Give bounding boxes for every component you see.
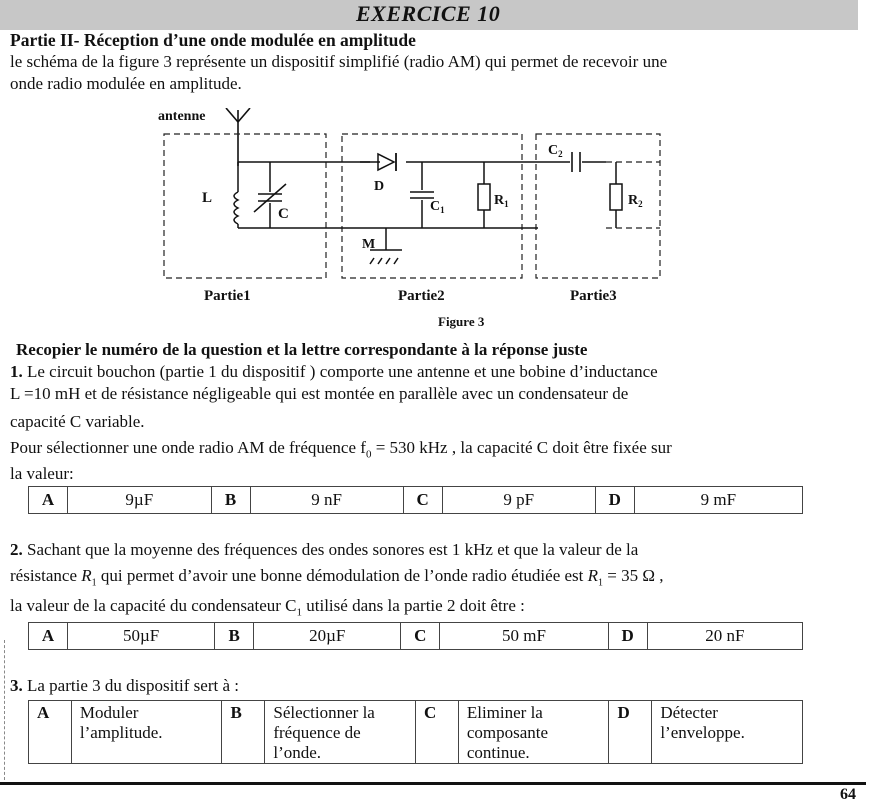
q2-line-2a: résistance	[10, 566, 82, 585]
q2-line-1	[10, 540, 638, 560]
q2-line-1-text: Sachant que la moyenne des fréquences des ondes sonores est 1 kHz et que la valeur de la	[22, 540, 639, 559]
q3-options-table	[28, 700, 803, 764]
part3-label: Partie3	[570, 288, 617, 304]
q3-option-d-value[interactable]: Détecter l’enveloppe.	[652, 701, 803, 764]
q2-r1-subscript: 1	[91, 577, 97, 589]
q2-r1-symbol: R	[81, 566, 92, 585]
capacitor-c2	[572, 152, 580, 172]
q1-option-d-letter[interactable]: D	[595, 487, 634, 514]
q3-option-d-letter[interactable]: D	[609, 701, 652, 764]
q2-line-2b: qui permet d’avoir une bonne démodulation de l’onde radio étudiée est	[96, 566, 588, 585]
q3-option-a-letter[interactable]: A	[29, 701, 72, 764]
q2-line-2	[10, 566, 664, 588]
q3-option-b-letter[interactable]: B	[222, 701, 265, 764]
q1-line-1	[10, 362, 658, 382]
q2-line-3	[10, 596, 525, 618]
diode-symbol	[378, 153, 396, 171]
q1-line-1-text: Le circuit bouchon (partie 1 du dispositif ) comporte une antenne et une bobine d’inductance	[22, 362, 658, 381]
q1-option-a-value[interactable]: 9µF	[68, 487, 212, 514]
exercise-title: EXERCICE 10	[356, 1, 501, 26]
q1-option-a-letter[interactable]: A	[29, 487, 68, 514]
q3-option-a-value[interactable]: Moduler l’amplitude.	[71, 701, 222, 764]
c1-label: $C_1$	[430, 199, 445, 215]
q2-r1-subscript-2: 1	[598, 577, 604, 589]
q2-option-d-letter[interactable]: D	[608, 623, 647, 650]
diode-label: D	[374, 179, 385, 194]
r1-label: $R_1$	[494, 193, 509, 209]
page-number: 64	[840, 786, 856, 803]
q1-option-b-value[interactable]: 9 nF	[250, 487, 403, 514]
c2-label: $C_2$	[548, 143, 563, 159]
q2-line-2c: = 35 Ω ,	[603, 566, 664, 585]
q1-line-4b: = 530 kHz , la capacité C doit être fixée sur	[371, 438, 672, 457]
q2-c1-subscript: 1	[296, 606, 303, 619]
q3-option-b-value[interactable]: Sélectionner la fréquence de l’onde.	[265, 701, 416, 764]
circuit-diagram	[150, 108, 670, 338]
q2-option-a-letter[interactable]: A	[29, 623, 68, 650]
q1-options-table	[28, 486, 803, 514]
ground-label: M	[362, 237, 376, 252]
resistor-r2	[610, 162, 622, 228]
q1-line-5: la valeur:	[10, 464, 74, 483]
margin-rule	[4, 640, 5, 780]
part1-label: Partie1	[204, 288, 251, 304]
q2-option-b-letter[interactable]: B	[215, 623, 254, 650]
capacitor-c1	[410, 162, 434, 228]
q1-option-c-letter[interactable]: C	[403, 487, 442, 514]
q1-number: 1.	[10, 362, 23, 381]
q3-number: 3.	[10, 676, 23, 695]
q2-option-a-value[interactable]: 50µF	[68, 623, 215, 650]
q2-option-c-value[interactable]: 50 mF	[440, 623, 608, 650]
q2-option-b-value[interactable]: 20µF	[254, 623, 401, 650]
q1-f0-subscript: 0	[365, 448, 372, 461]
q3-option-c-value[interactable]: Eliminer la composante continue.	[458, 701, 609, 764]
r2-label: $R_2$	[628, 193, 643, 209]
capacitor-c-label: C	[278, 206, 289, 222]
q3-line-1	[10, 676, 239, 696]
q2-option-d-value[interactable]: 20 nF	[647, 623, 802, 650]
antenna-symbol	[226, 108, 250, 166]
q1-option-b-letter[interactable]: B	[211, 487, 250, 514]
part-title: Partie II- Réception d’une onde modulée en amplitude	[10, 30, 416, 50]
q3-text: La partie 3 du dispositif sert à :	[22, 676, 239, 695]
antenna-label: antenne	[158, 109, 206, 124]
q2-line-3a: la valeur de la capacité du condensateur C	[10, 596, 297, 615]
q2-option-c-letter[interactable]: C	[401, 623, 440, 650]
q2-options-table	[28, 622, 803, 650]
part1-box	[164, 134, 326, 278]
q1-line-3: capacité C variable.	[10, 412, 145, 431]
part2-label: Partie2	[398, 288, 445, 304]
resistor-r1	[478, 162, 490, 228]
intro-line-1: le schéma de la figure 3 représente un dispositif simplifié (radio AM) qui permet de recevoir une	[10, 52, 668, 71]
q1-option-d-value[interactable]: 9 mF	[634, 487, 802, 514]
q2-number: 2.	[10, 540, 23, 559]
q1-line-2: L =10 mH et de résistance négligeable qui est montée en parallèle avec un condensateur de	[10, 384, 629, 403]
inductor-label: L	[202, 190, 213, 206]
q1-line-4a: Pour sélectionner une onde radio AM de fréquence f	[10, 438, 366, 457]
figure-caption: Figure 3	[438, 314, 485, 329]
instruction: Recopier le numéro de la question et la lettre correspondante à la réponse juste	[16, 340, 588, 359]
intro-line-2: onde radio modulée en amplitude.	[10, 74, 242, 93]
q1-option-c-value[interactable]: 9 pF	[442, 487, 595, 514]
q1-line-4	[10, 438, 672, 460]
q2-line-3b: utilisé dans la partie 2 doit être :	[302, 596, 525, 615]
q2-r1-symbol-2: R	[587, 566, 599, 585]
footer-rule	[0, 782, 866, 785]
q3-option-c-letter[interactable]: C	[415, 701, 458, 764]
